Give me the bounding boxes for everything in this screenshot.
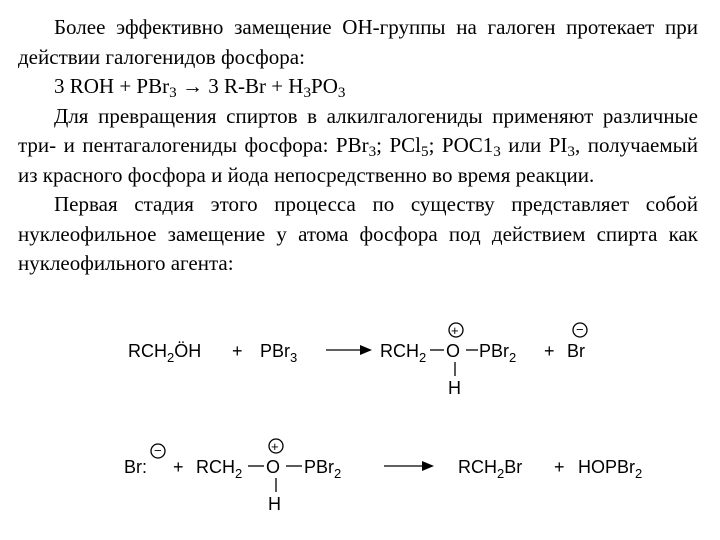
product-2: HOPBr$_2$ bbox=[578, 457, 643, 481]
negative-charge: − bbox=[154, 443, 162, 458]
plus-sign: + bbox=[544, 341, 555, 361]
positive-charge: + bbox=[451, 323, 459, 338]
paragraph-2-text: Для превращения спиртов в алкилгалогениды применяют различные три- и пентагалогениды фосфора: PBr bbox=[18, 103, 698, 157]
equation-arrow: → bbox=[181, 74, 203, 98]
plus-sign: + bbox=[173, 457, 184, 477]
product-1-pbr: PBr$_2$ bbox=[479, 341, 517, 365]
plus-sign: + bbox=[554, 457, 565, 477]
arrow-head bbox=[360, 345, 372, 355]
paragraph-2-text: или PI bbox=[500, 133, 568, 157]
reaction-2 bbox=[124, 439, 642, 514]
equation-sub: 3 bbox=[169, 84, 177, 101]
reactant-2: $RCH_2$ bbox=[196, 457, 243, 481]
positive-charge: + bbox=[271, 439, 279, 454]
equation-rhs: 3 R-Br + H bbox=[202, 74, 304, 98]
paragraph-2-text: ; POC1 bbox=[428, 133, 494, 157]
reactant-1: $RCH_2ÖH$ bbox=[128, 341, 202, 365]
product-1: $RCH_2Br$ bbox=[458, 457, 523, 481]
equation-sub: 3 bbox=[303, 84, 312, 101]
paragraph-2-text: ; PCl bbox=[376, 133, 421, 157]
negative-charge: − bbox=[576, 322, 584, 337]
equation-sub: 3 bbox=[337, 84, 346, 101]
oxygen-atom: O bbox=[266, 457, 281, 477]
reactant-2-pbr: PBr$_2$ bbox=[304, 457, 342, 481]
product-1: $RCH_2$ bbox=[380, 341, 427, 365]
hydrogen-atom: H bbox=[268, 494, 281, 514]
reactant-1: Br: bbox=[124, 457, 148, 477]
hydrogen-atom: H bbox=[448, 378, 461, 398]
equation-lhs: 3 ROH + PBr bbox=[54, 74, 170, 98]
paragraph-2-sub: 3 bbox=[368, 143, 377, 160]
paragraph-1-text: Более эффективно замещение ОН-группы на галоген протекает при действии галогенидов фосфора: bbox=[18, 15, 698, 69]
reactant-2: PBr$_3$ bbox=[260, 341, 298, 365]
equation-rhs: PO bbox=[311, 74, 338, 98]
plus-sign: + bbox=[232, 341, 243, 361]
paragraph-2-sub: 5 bbox=[421, 143, 429, 160]
oxygen-atom: O bbox=[446, 341, 461, 361]
paragraph-3-text: Первая стадия этого процесса по существу представляет собой нуклеофильное замещение у атома фосфора под действием спирта как нуклеофильного агента: bbox=[18, 192, 698, 275]
paragraph-2-text: , получаемый из красного фосфора и йода непосредственно во время реакции. bbox=[18, 133, 699, 187]
paragraph-2-sub: 3 bbox=[493, 143, 501, 160]
paragraph-2-sub: 3 bbox=[567, 143, 575, 160]
reaction-1 bbox=[128, 322, 587, 398]
product-2: Br bbox=[567, 341, 585, 361]
arrow-head bbox=[422, 461, 434, 471]
